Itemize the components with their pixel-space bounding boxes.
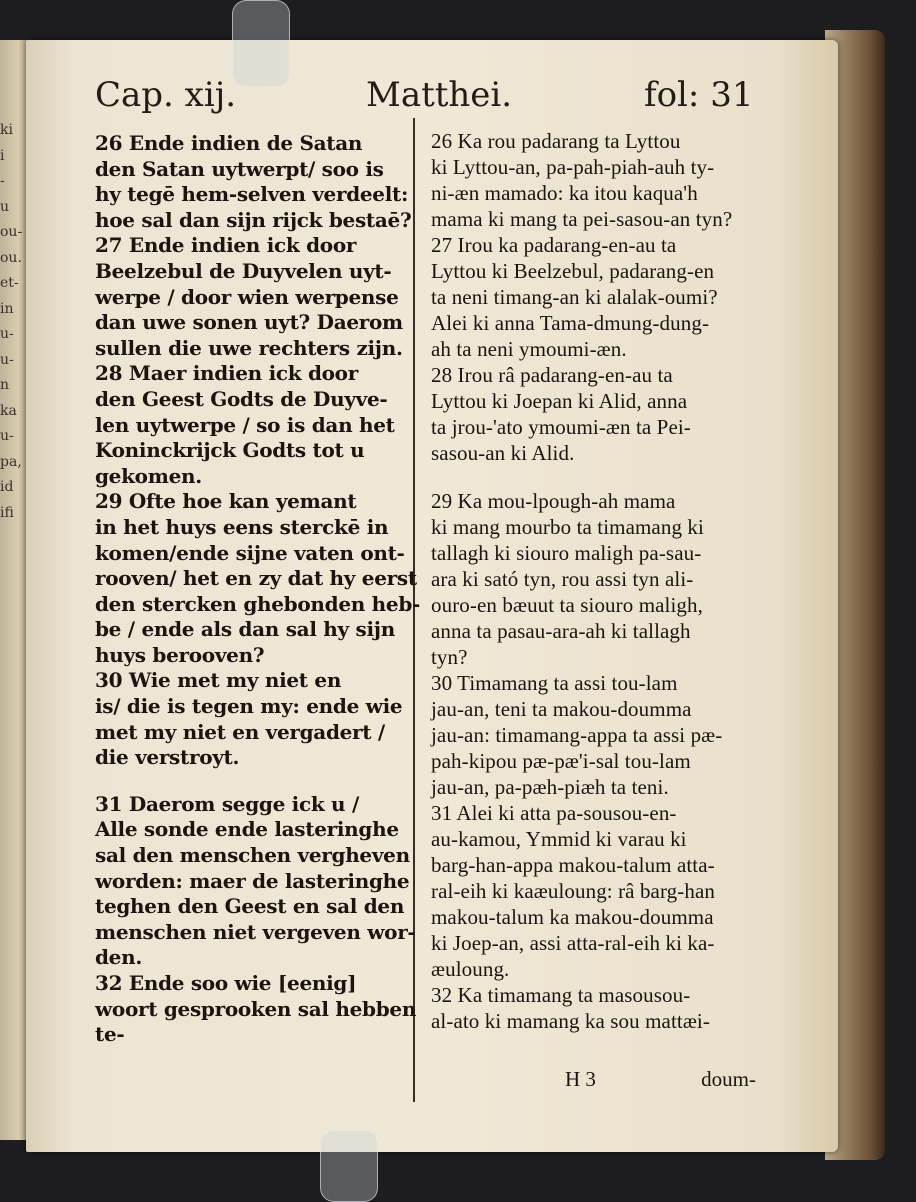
- text-line: ah ta neni ymoumi-æn.: [431, 337, 627, 361]
- text-line: tyn?: [431, 645, 468, 669]
- text-line: met my niet en vergadert /: [95, 719, 385, 744]
- text-line: 32 Ka timamang ta masousou-: [431, 983, 691, 1007]
- dutch-text-column: [95, 131, 420, 1048]
- text-line: hy tegē hem-selven verdeelt:: [95, 182, 409, 207]
- text-line: 31 Daerom segge ick u /: [95, 791, 359, 816]
- text-line: anna ta pasau-ara-ah ki tallagh: [431, 619, 691, 643]
- text-line: jau-an, pa-pæh-piæh ta teni.: [431, 775, 669, 799]
- text-line: woort gesprooken sal hebben: [95, 996, 417, 1021]
- paragraph-gap: [431, 466, 732, 488]
- text-line: die verstroyt.: [95, 745, 240, 770]
- margin-fragment: u-: [0, 351, 14, 368]
- margin-fragment: n: [0, 377, 10, 393]
- text-line: 28 Maer indien ick door: [95, 361, 358, 386]
- signature-mark: H 3: [565, 1067, 596, 1091]
- margin-fragment: u-: [0, 428, 14, 444]
- text-line: 30 Timamang ta assi tou-lam: [431, 671, 678, 695]
- text-line: ki mang mourbo ta timamang ki: [431, 515, 704, 539]
- formosan-text-column: [431, 128, 732, 1034]
- text-line: 30 Wie met my niet en: [95, 668, 342, 693]
- text-line: sal den menschen vergheven: [95, 843, 410, 868]
- margin-fragment: et-: [0, 275, 19, 291]
- text-line: jau-an, teni ta makou-doumma: [431, 697, 692, 721]
- text-line: rooven/ het en zy dat hy eerst: [95, 566, 417, 591]
- text-line: in het huys eens sterckē in: [95, 514, 389, 539]
- text-line: 26 Ende indien de Satan: [95, 131, 363, 155]
- text-line: huys berooven?: [95, 642, 265, 667]
- margin-fragment: ka: [0, 402, 17, 419]
- text-line: werpe / door wien werpense: [95, 284, 399, 309]
- text-line: 29 Ka mou-lpough-ah mama: [431, 489, 676, 513]
- text-line: ta jrou-'ato ymoumi-æn ta Pei-: [431, 415, 691, 439]
- text-line: al-ato ki mamang ka sou mattæi-: [431, 1009, 710, 1033]
- margin-fragment: ou.: [0, 249, 22, 266]
- text-line: sasou-an ki Alid.: [431, 441, 575, 465]
- margin-fragment: ifi: [0, 504, 14, 521]
- margin-fragment: u-: [0, 326, 14, 342]
- text-line: ki Joep-an, assi atta-ral-eih ki ka-: [431, 931, 715, 955]
- text-line: gekomen.: [95, 463, 202, 488]
- text-line: sullen die uwe rechters zijn.: [95, 335, 403, 360]
- facing-page-text-fragments: [0, 118, 24, 678]
- margin-fragment: -: [0, 173, 5, 189]
- chapter-heading: Cap. xij.: [95, 75, 237, 115]
- folio-number: fol: 31: [644, 75, 754, 115]
- text-line: pah-kipou pæ-pæ'i-sal tou-lam: [431, 749, 691, 773]
- text-line: ral-eih ki kaæuloung: râ barg-han: [431, 879, 715, 903]
- text-line: 26 Ka rou padarang ta Lyttou: [431, 129, 681, 153]
- text-line: Koninckrijck Godts tot u: [95, 438, 365, 463]
- text-line: mama ki mang ta pei-sasou-an tyn?: [431, 207, 733, 231]
- margin-fragment: pa,: [0, 453, 22, 470]
- margin-fragment: id: [0, 479, 14, 495]
- text-line: Alle sonde ende lasteringhe: [95, 817, 399, 842]
- page-footer: [565, 1067, 756, 1092]
- text-line: is/ die is tegen my: ende wie: [95, 694, 403, 719]
- text-line: den.: [95, 945, 143, 970]
- text-line: Beelzebul de Duyvelen uyt-: [95, 258, 392, 283]
- text-line: den stercken ghebonden heb-: [95, 591, 421, 616]
- text-line: makou-talum ka makou-doumma: [431, 905, 714, 929]
- text-line: ta neni timang-an ki alalak-oumi?: [431, 285, 718, 309]
- text-line: den Geest Godts de Duyve-: [95, 386, 388, 411]
- text-line: Lyttou ki Joepan ki Alid, anna: [431, 389, 688, 413]
- text-line: 29 Ofte hoe kan yemant: [95, 489, 357, 514]
- text-line: 27 Ende indien ick door: [95, 233, 357, 258]
- margin-fragment: ou-: [0, 224, 23, 240]
- catchword: doum-: [701, 1067, 756, 1091]
- book-title-heading: Matthei.: [366, 75, 513, 115]
- text-line: au-kamou, Ymmid ki varau ki: [431, 827, 687, 851]
- page-clip-bottom: [320, 1130, 378, 1202]
- text-line: dan uwe sonen uyt? Daerom: [95, 310, 403, 335]
- text-line: teghen den Geest en sal den: [95, 894, 405, 919]
- margin-fragment: i: [0, 147, 5, 164]
- text-line: 27 Irou ka padarang-en-au ta: [431, 233, 677, 257]
- text-line: tallagh ki siouro maligh pa-sau-: [431, 541, 702, 565]
- margin-fragment: u: [0, 198, 10, 215]
- text-line: ki Lyttou-an, pa-pah-piah-auh ty-: [431, 155, 715, 179]
- text-line: ni-æn mamado: ka itou kaqua'h: [431, 181, 698, 205]
- text-line: te-: [95, 1022, 125, 1047]
- text-line: 28 Irou râ padarang-en-au ta: [431, 363, 673, 387]
- text-line: ara ki sató tyn, rou assi tyn ali-: [431, 567, 694, 591]
- text-line: menschen niet vergeven wor-: [95, 919, 416, 944]
- margin-fragment: in: [0, 300, 14, 317]
- text-line: jau-an: timamang-appa ta assi pæ-: [431, 723, 723, 747]
- text-line: worden: maer de lasteringhe: [95, 868, 410, 893]
- page-clip-top: [232, 0, 290, 87]
- text-line: barg-han-appa makou-talum atta-: [431, 853, 715, 877]
- text-line: ouro-en bæuut ta siouro maligh,: [431, 593, 703, 617]
- margin-fragment: ki: [0, 122, 13, 138]
- paragraph-gap: [95, 771, 420, 792]
- text-line: æuloung.: [431, 957, 510, 981]
- text-line: len uytwerpe / so is dan het: [95, 412, 395, 437]
- text-line: den Satan uytwerpt/ soo is: [95, 156, 384, 181]
- text-line: be / ende als dan sal hy sijn: [95, 617, 395, 642]
- text-line: 31 Alei ki atta pa-sousou-en-: [431, 801, 677, 825]
- text-line: hoe sal dan sijn rijck bestaē?: [95, 207, 412, 232]
- text-line: komen/ende sijne vaten ont-: [95, 540, 405, 565]
- text-line: Alei ki anna Tama-dmung-dung-: [431, 311, 710, 335]
- text-line: Lyttou ki Beelzebul, padarang-en: [431, 259, 715, 283]
- text-line: 32 Ende soo wie [eenig]: [95, 971, 357, 995]
